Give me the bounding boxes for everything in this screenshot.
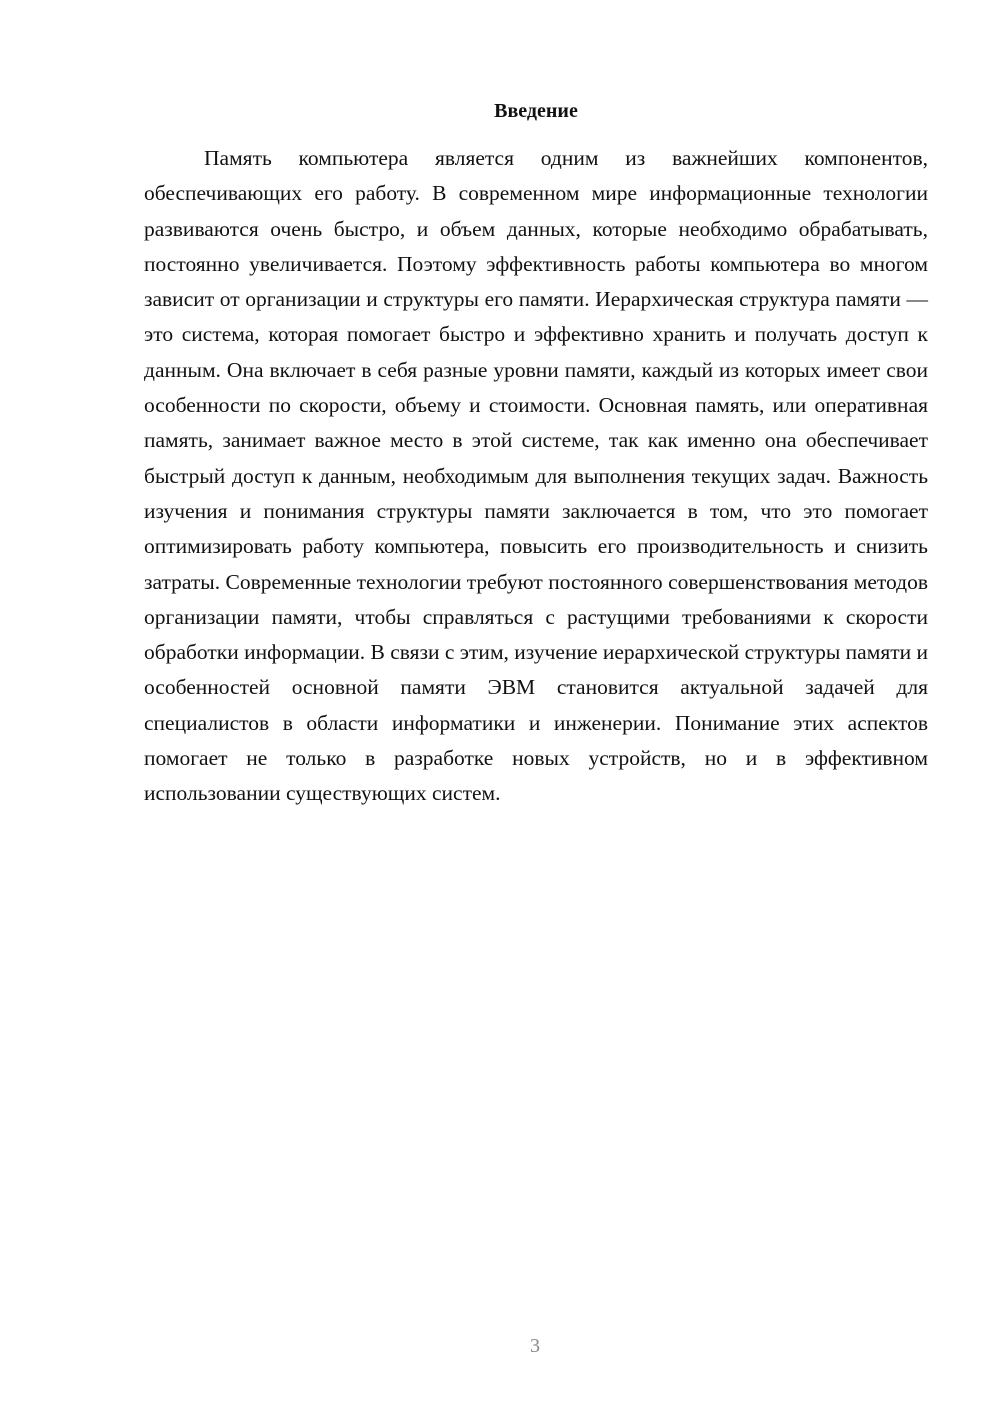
page-number: 3 xyxy=(530,1335,540,1357)
page-content xyxy=(144,96,928,812)
body-paragraph: Память компьютера является одним из важнейших компонентов, обеспечивающих его работу. В современном мире информационные технологии развиваются очень быстро, и объем данных, которые необходимо обрабатывать, постоянно увеличивается. Поэтому эффективность работы компьютера во многом зависит от организации и структуры его памяти. Иерархическая структура памяти — это система, которая помогает быстро и эффективно хранить и получать доступ к данным. Она включает в себя разные уровни памяти, каждый из которых имеет свои особенности по скорости, объему и стоимости. Основная память, или оперативная память, занимает важное место в этой системе, так как именно она обеспечивает быстрый доступ к данным, необходимым для выполнения текущих задач. Важность изучения и понимания структуры памяти заключается в том, что это помогает оптимизировать работу компьютера, повысить его производительность и снизить затраты. Современные технологии требуют постоянного совершенствования методов организации памяти, чтобы справляться с растущими требованиями к скорости обработки информации. В связи с этим, изучение иерархической структуры памяти и особенностей основной памяти ЭВМ становится актуальной задачей для специалистов в области информатики и инженерии. Понимание этих аспектов помогает не только в разработке новых устройств, но и в эффективном использовании существующих систем. xyxy=(144,146,928,806)
section-heading: Введение xyxy=(494,100,578,122)
